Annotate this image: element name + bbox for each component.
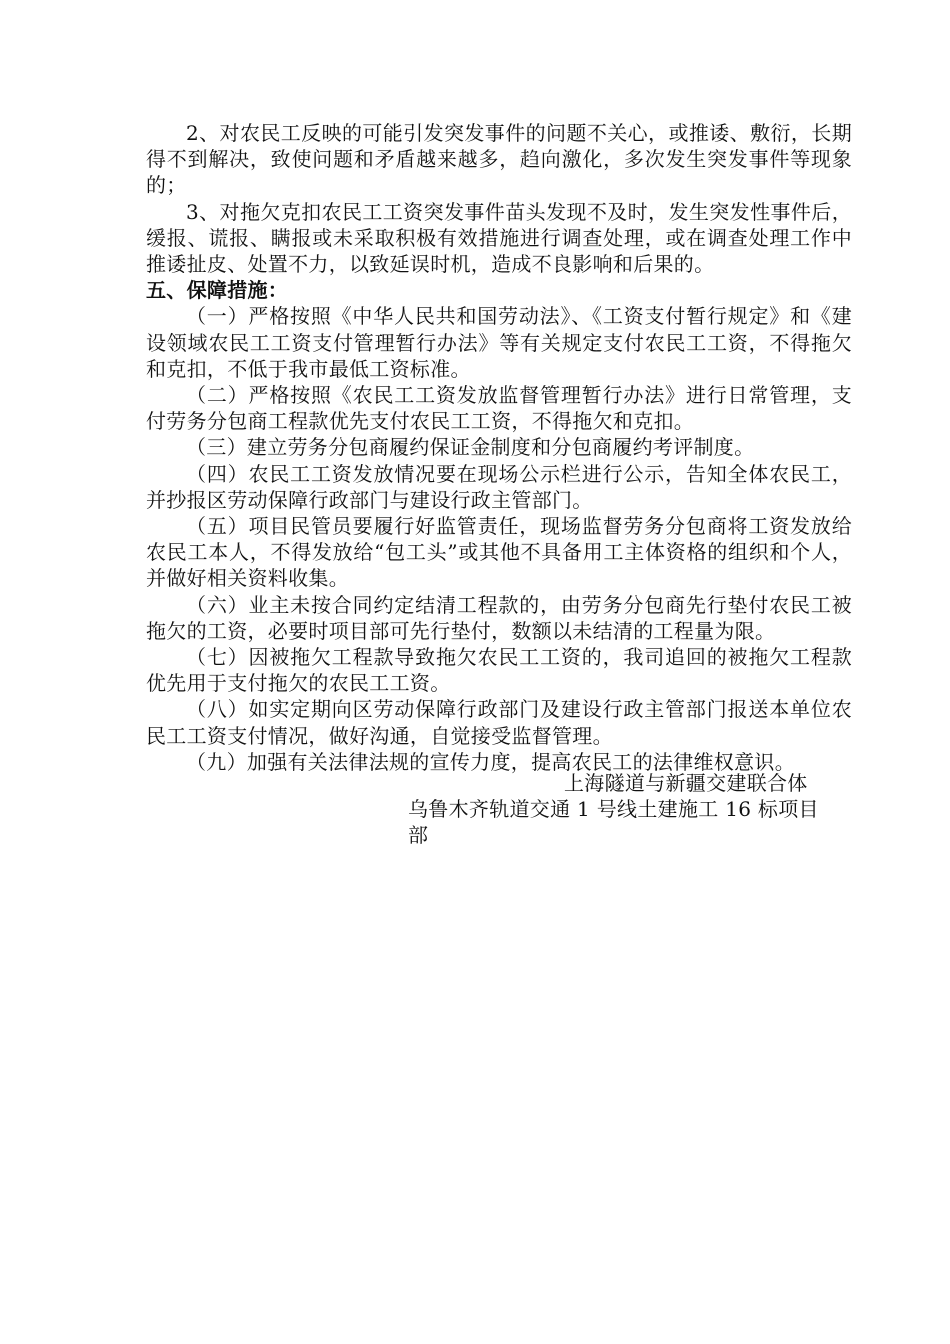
measure-item-4: （四）农民工工资发放情况要在现场公示栏进行公示，告知全体农民工，并抄报区劳动保障行政部门与建设行政主管部门。 xyxy=(146,461,852,512)
measure-item-1: （一）严格按照《中华人民共和国劳动法》、《工资支付暂行规定》和《建设领域农民工工资支付管理暂行办法》等有关规定支付农民工工资，不得拖欠和克扣，不低于我市最低工资标准。 xyxy=(146,304,852,381)
signature-organization: 上海隧道与新疆交建联合体 xyxy=(564,771,808,795)
measure-item-3: （三）建立劳务分包商履约保证金制度和分包商履约考评制度。 xyxy=(186,435,755,460)
measure-item-5: （五）项目民管员要履行好监管责任，现场监督劳务分包商将工资发放给农民工本人，不得发放给“包工头”或其他不具备用工主体资格的组织和个人，并做好相关资料收集。 xyxy=(146,514,852,591)
measure-item-9: （九）加强有关法律法规的宣传力度，提高农民工的法律维权意识。 xyxy=(186,749,795,774)
document-body xyxy=(146,120,852,775)
paragraph-item-3: 3、对拖欠克扣农民工工资突发事件苗头发现不及时，发生突发性事件后，缓报、谎报、瞒报或未采取积极有效措施进行调查处理，或在调查处理工作中推诿扯皮、处置不力，以致延误时机，造成不良影响和后果的。 xyxy=(146,199,852,277)
measure-item-8: （八）如实定期向区劳动保障行政部门及建设行政主管部门报送本单位农民工工资支付情况，做好沟通，自觉接受监督管理。 xyxy=(146,697,852,748)
section-heading: 五、保障措施： xyxy=(146,278,289,303)
signature-block xyxy=(146,770,852,849)
measure-item-7: （七）因被拖欠工程款导致拖欠农民工工资的，我司追回的被拖欠工程款优先用于支付拖欠的农民工工资。 xyxy=(146,645,852,696)
measure-item-2: （二）严格按照《农民工工资发放监督管理暂行办法》进行日常管理，支付劳务分包商工程款优先支付农民工工资，不得拖欠和克扣。 xyxy=(146,383,852,434)
measure-item-6: （六）业主未按合同约定结清工程款的，由劳务分包商先行垫付农民工被拖欠的工资，必要时项目部可先行垫付，数额以未结清的工程量为限。 xyxy=(146,592,852,643)
paragraph-item-2: 2、对农民工反映的可能引发突发事件的问题不关心，或推诿、敷衍，长期得不到解决，致使问题和矛盾越来越多，趋向激化，多次发生突发事件等现象的； xyxy=(146,121,852,198)
signature-project-department: 乌鲁木齐轨道交通 1 号线土建施工 16 标项目部 xyxy=(408,797,819,848)
